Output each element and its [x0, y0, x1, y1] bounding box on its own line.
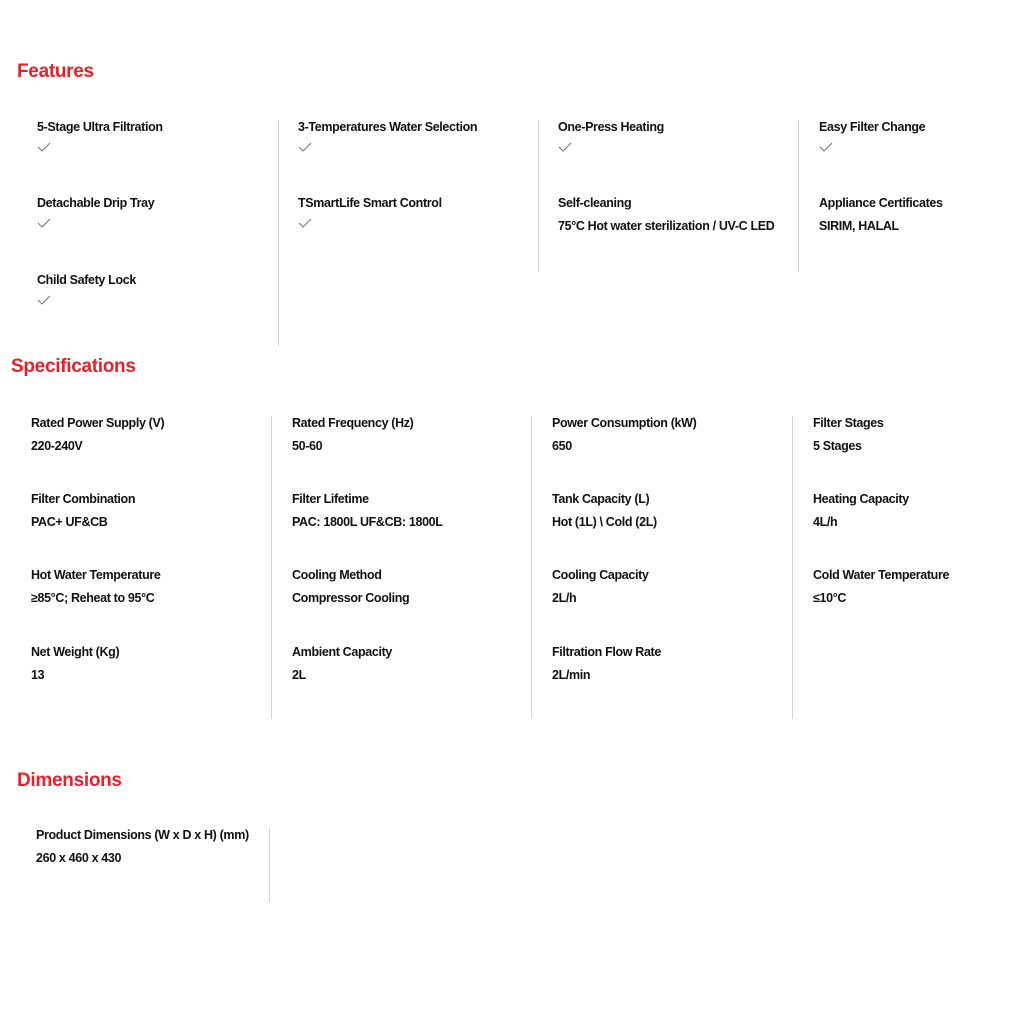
specifications-item-value: 650	[552, 439, 572, 453]
features-item-label: TSmartLife Smart Control	[298, 196, 442, 210]
specifications-item-value: ≤10°C	[813, 591, 847, 605]
specifications-item-value: 13	[31, 668, 45, 682]
specifications-item-label: Rated Frequency (Hz)	[292, 416, 414, 430]
specifications-item	[292, 645, 542, 682]
checkmark-icon	[37, 218, 51, 228]
checkmark-icon	[558, 142, 572, 152]
specifications-item-label: Filtration Flow Rate	[552, 645, 661, 659]
features-item	[558, 120, 808, 152]
specifications-item	[813, 568, 1024, 605]
specifications-item-label: Hot Water Temperature	[31, 568, 161, 582]
specifications-item-value: 4L/h	[813, 515, 838, 529]
specifications-item-value: 2L/min	[552, 668, 591, 682]
specifications-item-label: Tank Capacity (L)	[552, 492, 650, 506]
specifications-item-label: Ambient Capacity	[292, 645, 392, 659]
specifications-item-value: Compressor Cooling	[292, 591, 410, 605]
features-item-label: Detachable Drip Tray	[37, 196, 155, 210]
specifications-item-label: Heating Capacity	[813, 492, 909, 506]
specifications-item	[552, 568, 802, 605]
checkmark-icon	[298, 142, 312, 152]
specifications-item	[31, 416, 281, 453]
features-item-label: Child Safety Lock	[37, 273, 136, 287]
features-item-label: Easy Filter Change	[819, 120, 926, 134]
specifications-item-label: Cooling Method	[292, 568, 382, 582]
specifications-item-label: Rated Power Supply (V)	[31, 416, 165, 430]
specifications-item-label: Net Weight (Kg)	[31, 645, 120, 659]
features-item-label: 5-Stage Ultra Filtration	[37, 120, 163, 134]
checkmark-icon	[819, 142, 833, 152]
specifications-item-value: 50-60	[292, 439, 323, 453]
specifications-item-value: ≥85°C; Reheat to 95°C	[31, 591, 155, 605]
specifications-item-value: PAC+ UF&CB	[31, 515, 108, 529]
specifications-item-value: Hot (1L) \ Cold (2L)	[552, 515, 657, 529]
features-grid	[37, 120, 997, 350]
dimensions-heading: Dimensions	[17, 770, 122, 791]
specifications-item-label: Power Consumption (kW)	[552, 416, 697, 430]
specifications-item	[813, 416, 1024, 453]
specifications-item	[292, 492, 542, 529]
specifications-item	[31, 568, 281, 605]
features-item	[298, 120, 548, 152]
features-item-label: 3-Temperatures Water Selection	[298, 120, 478, 134]
specifications-item-label: Cooling Capacity	[552, 568, 649, 582]
specifications-item-label: Filter Lifetime	[292, 492, 369, 506]
specifications-item-value: 2L	[292, 668, 306, 682]
specifications-item-value: PAC: 1800L UF&CB: 1800L	[292, 515, 443, 529]
features-item	[37, 273, 287, 305]
specifications-item	[31, 645, 281, 682]
specifications-heading: Specifications	[11, 356, 136, 377]
features-item-label: One-Press Heating	[558, 120, 664, 134]
features-item	[558, 196, 808, 233]
specifications-item-label: Filter Stages	[813, 416, 884, 430]
specifications-item	[552, 416, 802, 453]
features-item-value: 75°C Hot water sterilization / UV-C LED	[558, 219, 775, 233]
specifications-item-value: 5 Stages	[813, 439, 862, 453]
specifications-item	[552, 645, 802, 682]
specifications-item-label: Cold Water Temperature	[813, 568, 950, 582]
features-item	[37, 196, 287, 228]
features-heading: Features	[17, 61, 94, 82]
dimensions-item-label: Product Dimensions (W x D x H) (mm)	[36, 828, 249, 842]
specifications-item-value: 220-240V	[31, 439, 83, 453]
specifications-item	[292, 416, 542, 453]
dimensions-item	[36, 828, 286, 865]
features-item	[298, 196, 548, 228]
dimensions-grid	[36, 828, 336, 908]
dimensions-item-value: 260 x 460 x 430	[36, 851, 122, 865]
checkmark-icon	[37, 142, 51, 152]
specifications-item-label: Filter Combination	[31, 492, 136, 506]
specifications-item	[31, 492, 281, 529]
features-item	[37, 120, 287, 152]
features-item-value: SIRIM, HALAL	[819, 219, 899, 233]
checkmark-icon	[37, 295, 51, 305]
features-item-label: Appliance Certificates	[819, 196, 943, 210]
specifications-grid	[31, 416, 991, 726]
features-item	[819, 196, 1024, 233]
specifications-item	[552, 492, 802, 529]
specifications-item-value: 2L/h	[552, 591, 577, 605]
features-item-label: Self-cleaning	[558, 196, 632, 210]
features-item	[819, 120, 1024, 152]
features-column-divider	[278, 120, 279, 346]
specifications-item	[813, 492, 1024, 529]
specifications-item	[292, 568, 542, 605]
checkmark-icon	[298, 218, 312, 228]
